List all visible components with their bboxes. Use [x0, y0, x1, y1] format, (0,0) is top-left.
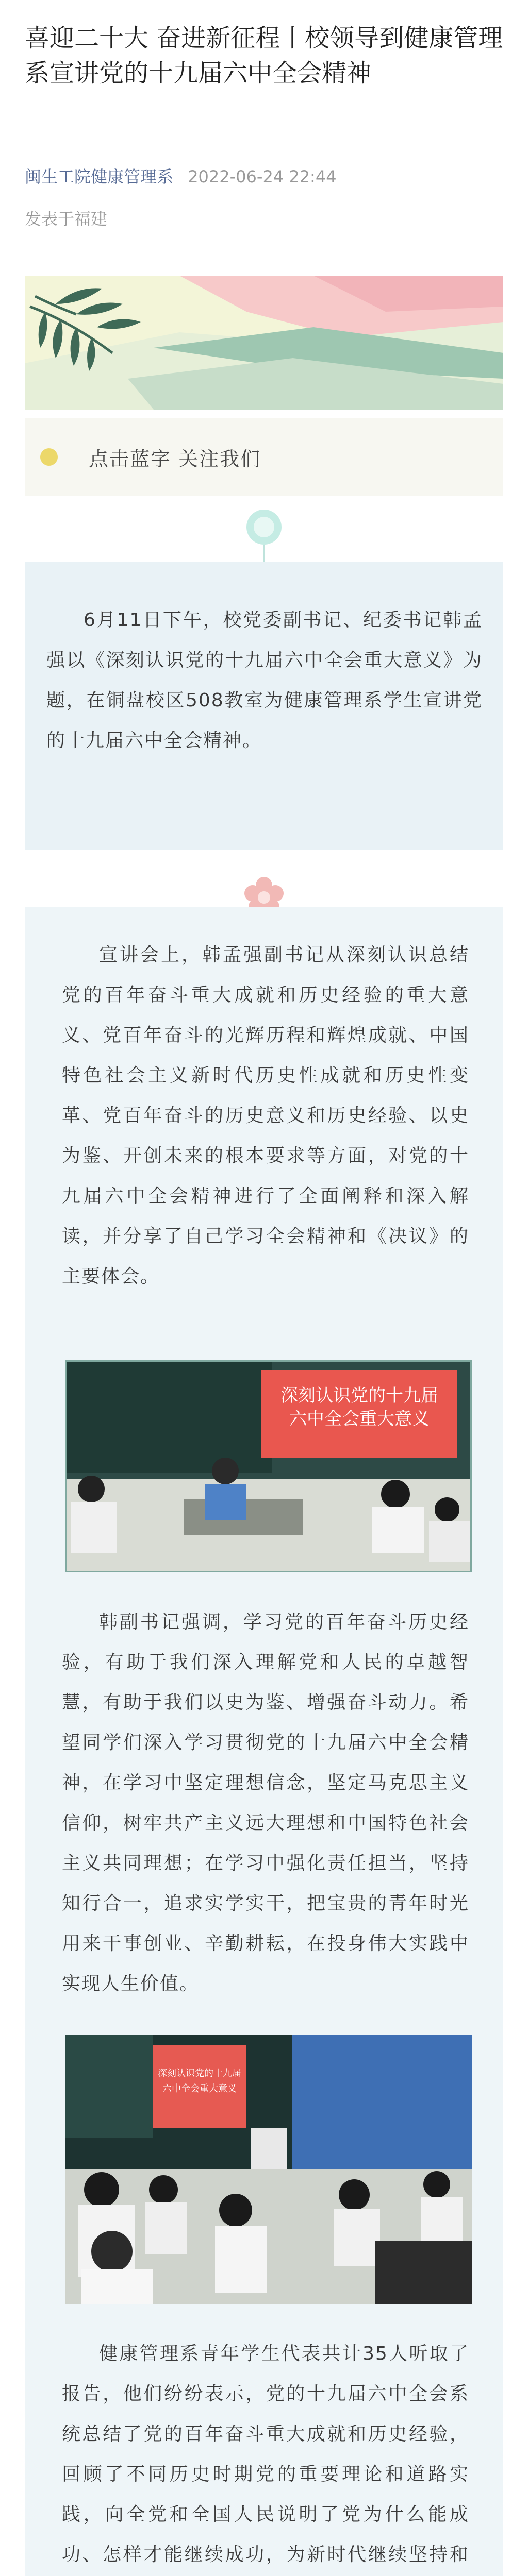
leaf-illustration-icon — [25, 276, 503, 410]
yellow-dot-icon — [40, 448, 58, 466]
photo1-screen-line2: 六中全会重大意义 — [289, 1409, 430, 1429]
follow-prompt[interactable] — [25, 418, 503, 496]
photo2-screen-line1: 深刻认识党的十九届 — [158, 2068, 241, 2079]
banner-illustration — [25, 276, 503, 410]
publish-location: 发表于福建 — [25, 209, 108, 229]
account-name-link[interactable]: 闽生工院健康管理系 — [25, 167, 174, 187]
body-paragraph-2: 韩副书记强调，学习党的百年奋斗历史经验，有助于我们深入理解党和人民的卓越智慧，有助于我们以史为鉴、增强奋斗动力。希望同学们深入学习贯彻党的十九届六中全会精神，在学习中坚定理想信念，坚定马克思主义信仰，树牢共产主义远大理想和中国特色社会主义共同理想；在学习中强化责任担当，坚持知行合一，追求实学实干，把宝贵的青年时光用来干事创业、辛勤耕耘，在投身伟大实践中实现人生价值。 — [62, 1612, 469, 1994]
article-meta — [25, 164, 337, 188]
lecture-photo-2 — [65, 2035, 472, 2304]
article-title: 喜迎二十大 奋进新征程丨校领导到健康管理系宣讲党的十九届六中全会精神 — [25, 24, 503, 88]
body-paragraph-3: 健康管理系青年学生代表共计35人听取了报告，他们纷纷表示，党的十九届六中全会系统总结了党的百年奋斗重大成就和历史经验，回顾了不同历史时期党的重要理论和道路实践，向全党和全国人民说明了党为什么能成功、怎样才能继续成功，为新时代继续坚持和 — [62, 2343, 469, 2565]
photo2-screen-line2: 六中全会重大意义 — [162, 2083, 237, 2094]
body-paragraph-1: 宣讲会上，韩孟强副书记从深刻认识总结党的百年奋斗重大成就和历史经验的重大意义、党百年奋斗的光辉历程和辉煌成就、中国特色社会主义新时代历史性成就和历史性变革、党百年奋斗的历史意义和历史经验、以史为鉴、开创未来的根本要求等方面，对党的十九届六中全会精神进行了全面阐释和深入解读，并分享了自己学习全会精神和《决议》的主要体会。 — [62, 944, 469, 1287]
photo1-screen-line1: 深刻认识党的十九届 — [280, 1385, 438, 1406]
follow-label: 点击蓝字 关注我们 — [89, 447, 261, 470]
intro-paragraph: 6月11日下午，校党委副书记、纪委书记韩孟强以《深刻认识党的十九届六中全会重大意义》为题，在铜盘校区508教室为健康管理系学生宣讲党的十九届六中全会精神。 — [46, 609, 483, 751]
lecture-photo-1 — [65, 1360, 472, 1572]
publish-date: 2022-06-24 22:44 — [188, 167, 337, 187]
